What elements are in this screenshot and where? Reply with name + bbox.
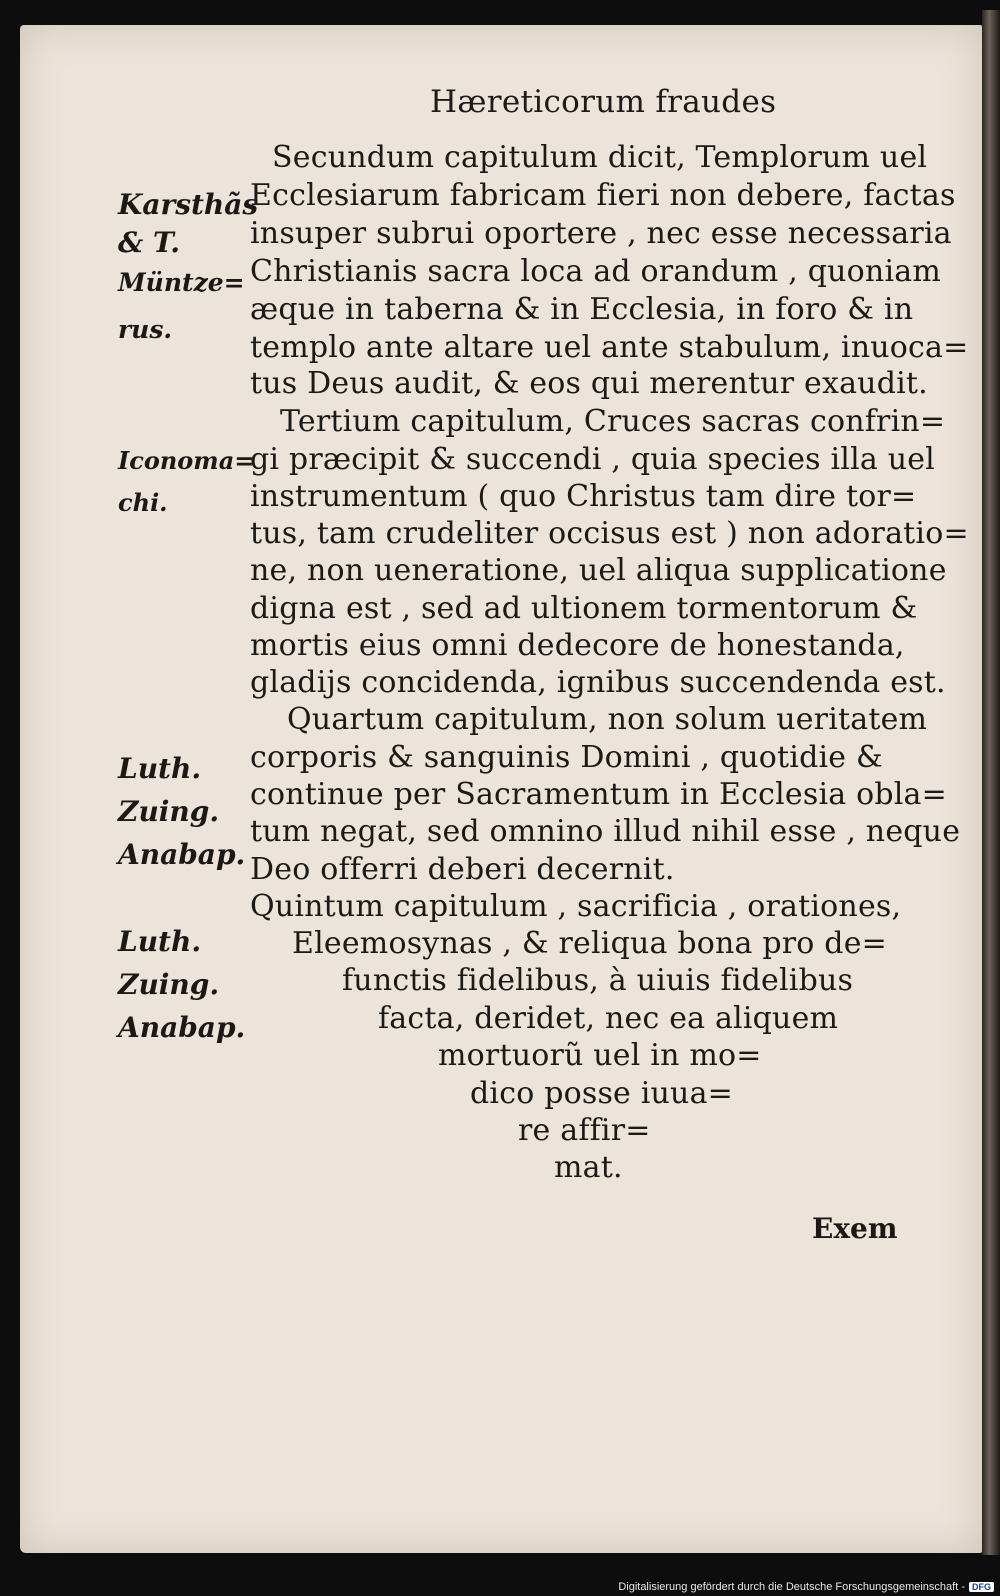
text-line: tum negat, sed omnino illud nihil esse , neque	[250, 814, 961, 849]
text-line: Tertium capitulum, Cruces sacras confrin=	[280, 404, 946, 439]
text-line: mortis eius omni dedecore de honestanda,	[250, 628, 905, 663]
text-line: templo ante altare uel ante stabulum, inuoca=	[250, 330, 969, 365]
text-line: Quintum capitulum , sacrificia , orationes,	[250, 889, 902, 924]
text-line: Secundum capitulum dicit, Templorum uel	[272, 140, 928, 175]
dfg-logo: DFG	[969, 1582, 994, 1592]
text-line: Deo offerri deberi decernit.	[250, 852, 675, 887]
margin-note: Luth.	[118, 752, 202, 785]
text-line: corporis & sanguinis Domini , quotidie &	[250, 740, 883, 775]
footer-text: Digitalisierung gefördert durch die Deutsche Forschungsgemeinschaft -	[618, 1581, 965, 1593]
catchword: Exem	[812, 1212, 898, 1245]
text-line: ne, non ueneratione, uel aliqua supplicatione	[250, 553, 947, 588]
text-line: facta, deridet, nec ea aliquem	[378, 1001, 839, 1036]
text-line: instrumentum ( quo Christus tam dire tor=	[250, 479, 917, 514]
margin-note: Zuing.	[118, 795, 220, 828]
margin-note: Anabap.	[118, 1011, 246, 1044]
text-line: functis fidelibus, à uiuis fidelibus	[342, 963, 854, 998]
text-line: Eleemosynas , & reliqua bona pro de=	[292, 926, 887, 961]
text-line: tus, tam crudeliter occisus est ) non adoratio=	[250, 516, 969, 551]
margin-note: Karsthãs	[118, 188, 259, 221]
digitization-credit	[618, 1581, 994, 1593]
text-line: digna est , sed ad ultionem tormentorum &	[250, 591, 918, 626]
margin-note: rus.	[118, 315, 173, 344]
margin-note: Zuing.	[118, 968, 220, 1001]
margin-note: Müntze=	[118, 268, 245, 297]
margin-note: Iconoma=	[118, 446, 255, 475]
text-line: æque in taberna & in Ecclesia, in foro & in	[250, 292, 914, 327]
text-line: re affir=	[518, 1113, 651, 1148]
text-line: gladijs concidenda, ignibus succendenda est.	[250, 665, 946, 700]
text-line: tus Deus audit, & eos qui merentur exaudit.	[250, 366, 928, 401]
margin-note: Anabap.	[118, 838, 246, 871]
text-line: gi præcipit & succendi , quia species illa uel	[250, 442, 935, 477]
text-line: mat.	[554, 1150, 623, 1185]
margin-note: & T.	[118, 226, 181, 259]
margin-note: Luth.	[118, 925, 202, 958]
book-edge	[982, 10, 1000, 1555]
text-line: Quartum capitulum, non solum ueritatem	[287, 702, 928, 737]
text-line: Ecclesiarum fabricam fieri non debere, factas	[250, 178, 956, 213]
text-line: insuper subrui oportere , nec esse necessaria	[250, 216, 952, 251]
running-head: Hæreticorum fraudes	[430, 84, 777, 120]
text-line: mortuorũ uel in mo=	[438, 1038, 762, 1073]
text-line: dico posse iuua=	[470, 1076, 734, 1111]
margin-note: chi.	[118, 488, 168, 517]
text-line: continue per Sacramentum in Ecclesia obla=	[250, 777, 947, 812]
text-line: Christianis sacra loca ad orandum , quoniam	[250, 254, 941, 289]
